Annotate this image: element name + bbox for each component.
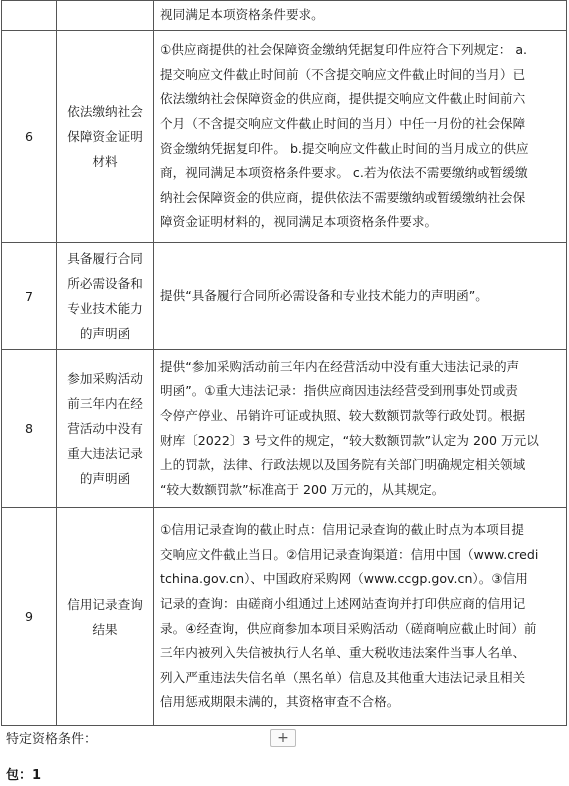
requirement-name <box>57 243 154 350</box>
row-number <box>2 1 57 31</box>
row-number: 9 <box>2 508 57 726</box>
requirement-name-line: 前三年内在经 <box>67 396 143 411</box>
requirement-name-line: 具备履行合同 <box>67 251 143 266</box>
table-row <box>2 350 567 508</box>
row-number: 7 <box>2 243 57 350</box>
requirement-name-line: 的声明函 <box>79 471 131 486</box>
description-line: 信用惩戒期限未满的，其资格审查不合格。 <box>160 694 400 710</box>
description-line: 商，视同满足本项资格条件要求。 c.若为依法不需要缴纳或暂缓缴 <box>160 165 528 181</box>
requirement-name-line: 重大违法记录 <box>67 446 143 461</box>
description-line: 障资金证明材料的，视同满足本项资格条件要求。 <box>160 214 438 230</box>
table-row <box>2 508 567 726</box>
requirement-name <box>57 1 154 31</box>
description-line: 个月（不含提交响应文件截止时间的当月）中任一月份的社会保障 <box>160 115 526 131</box>
requirement-name-line: 保障资金证明 <box>67 129 143 144</box>
requirement-name-line: 专业技术能力 <box>67 301 143 316</box>
requirement-name-line: 结果 <box>92 621 118 637</box>
description-line: 明函”。①重大违法记录：指供应商因违法经营受到刑事处罚或责 <box>160 383 518 399</box>
description-line: 视同满足本项资格条件要求。 <box>160 7 324 23</box>
row-number: 8 <box>2 350 57 508</box>
package-label: 包：1 <box>6 768 42 783</box>
description-line: 提供“参加采购活动前三年内在经营活动中没有重大违法记录的声 <box>160 358 520 374</box>
requirement-name-line: 信用记录查询 <box>67 596 143 612</box>
table-row <box>2 31 567 243</box>
description-line: 交响应文件截止当日。②信用记录查询渠道：信用中国（www.credi <box>160 546 539 562</box>
description-line: 纳社会保障资金的供应商，提供依法不需要缴纳或暂缓缴纳社会保 <box>160 189 526 205</box>
requirement-description <box>154 350 567 508</box>
requirement-name <box>57 350 154 508</box>
requirement-description <box>154 508 567 726</box>
requirement-name <box>57 508 154 726</box>
requirement-name-line: 参加采购活动 <box>67 371 143 386</box>
add-button[interactable]: + <box>270 729 296 747</box>
description-line: 资金缴纳凭据复印件。 b.提交响应文件截止时间的当月成立的供应 <box>160 140 529 156</box>
table-row <box>2 243 567 350</box>
description-line: 令停产停业、吊销许可证或执照、较大数额罚款等行政处罚。根据 <box>160 407 526 423</box>
description-line: 依法缴纳社会保障资金的供应商，提供提交响应文件截止时间前六 <box>160 91 526 107</box>
requirement-description <box>154 31 567 243</box>
requirement-name-line: 依法缴纳社会 <box>67 104 143 119</box>
requirement-description <box>154 243 567 350</box>
requirement-name-line: 营活动中没有 <box>67 421 143 436</box>
description-line: ①信用记录查询的截止时点：信用记录查询的截止时点为本项目提 <box>160 522 524 538</box>
description-line: 提供“具备履行合同所必需设备和专业技术能力的声明函”。 <box>160 287 488 303</box>
requirement-name-line: 的声明函 <box>79 326 131 341</box>
table-row <box>2 1 567 31</box>
description-line: 列入严重违法失信名单（黑名单）信息及其他重大违法记录且相关 <box>160 669 526 685</box>
requirement-description <box>154 1 567 31</box>
specific-qualification-label: 特定资格条件： <box>6 732 98 747</box>
requirement-name-line: 所必需设备和 <box>67 276 143 291</box>
description-line: 记录的查询：由磋商小组通过上述网站查询并打印供应商的信用记 <box>160 595 526 611</box>
requirement-name <box>57 31 154 243</box>
description-line: tchina.gov.cn）、中国政府采购网（www.ccgp.gov.cn）。③信用 <box>160 571 528 587</box>
row-number: 6 <box>2 31 57 243</box>
description-line: 录。④经查询，供应商参加本项目采购活动（磋商响应截止时间）前 <box>160 620 537 636</box>
description-line: 上的罚款，法律、行政法规以及国务院有关部门明确规定相关领域 <box>160 457 526 473</box>
description-line: ①供应商提供的社会保障资金缴纳凭据复印件应符合下列规定： a. <box>160 42 528 58</box>
description-line: “较大数额罚款”标准高于 200 万元的，从其规定。 <box>160 481 445 497</box>
description-line: 三年内被列入失信被执行人名单、重大税收违法案件当事人名单、 <box>160 645 526 661</box>
description-line: 提交响应文件截止时间前（不含提交响应文件截止时间的当月）已 <box>160 66 526 82</box>
qualification-table <box>1 0 567 726</box>
description-line: 财库〔2022〕3 号文件的规定，“较大数额罚款”认定为 200 万元以 <box>160 432 539 448</box>
requirement-name-line: 材料 <box>92 154 118 169</box>
